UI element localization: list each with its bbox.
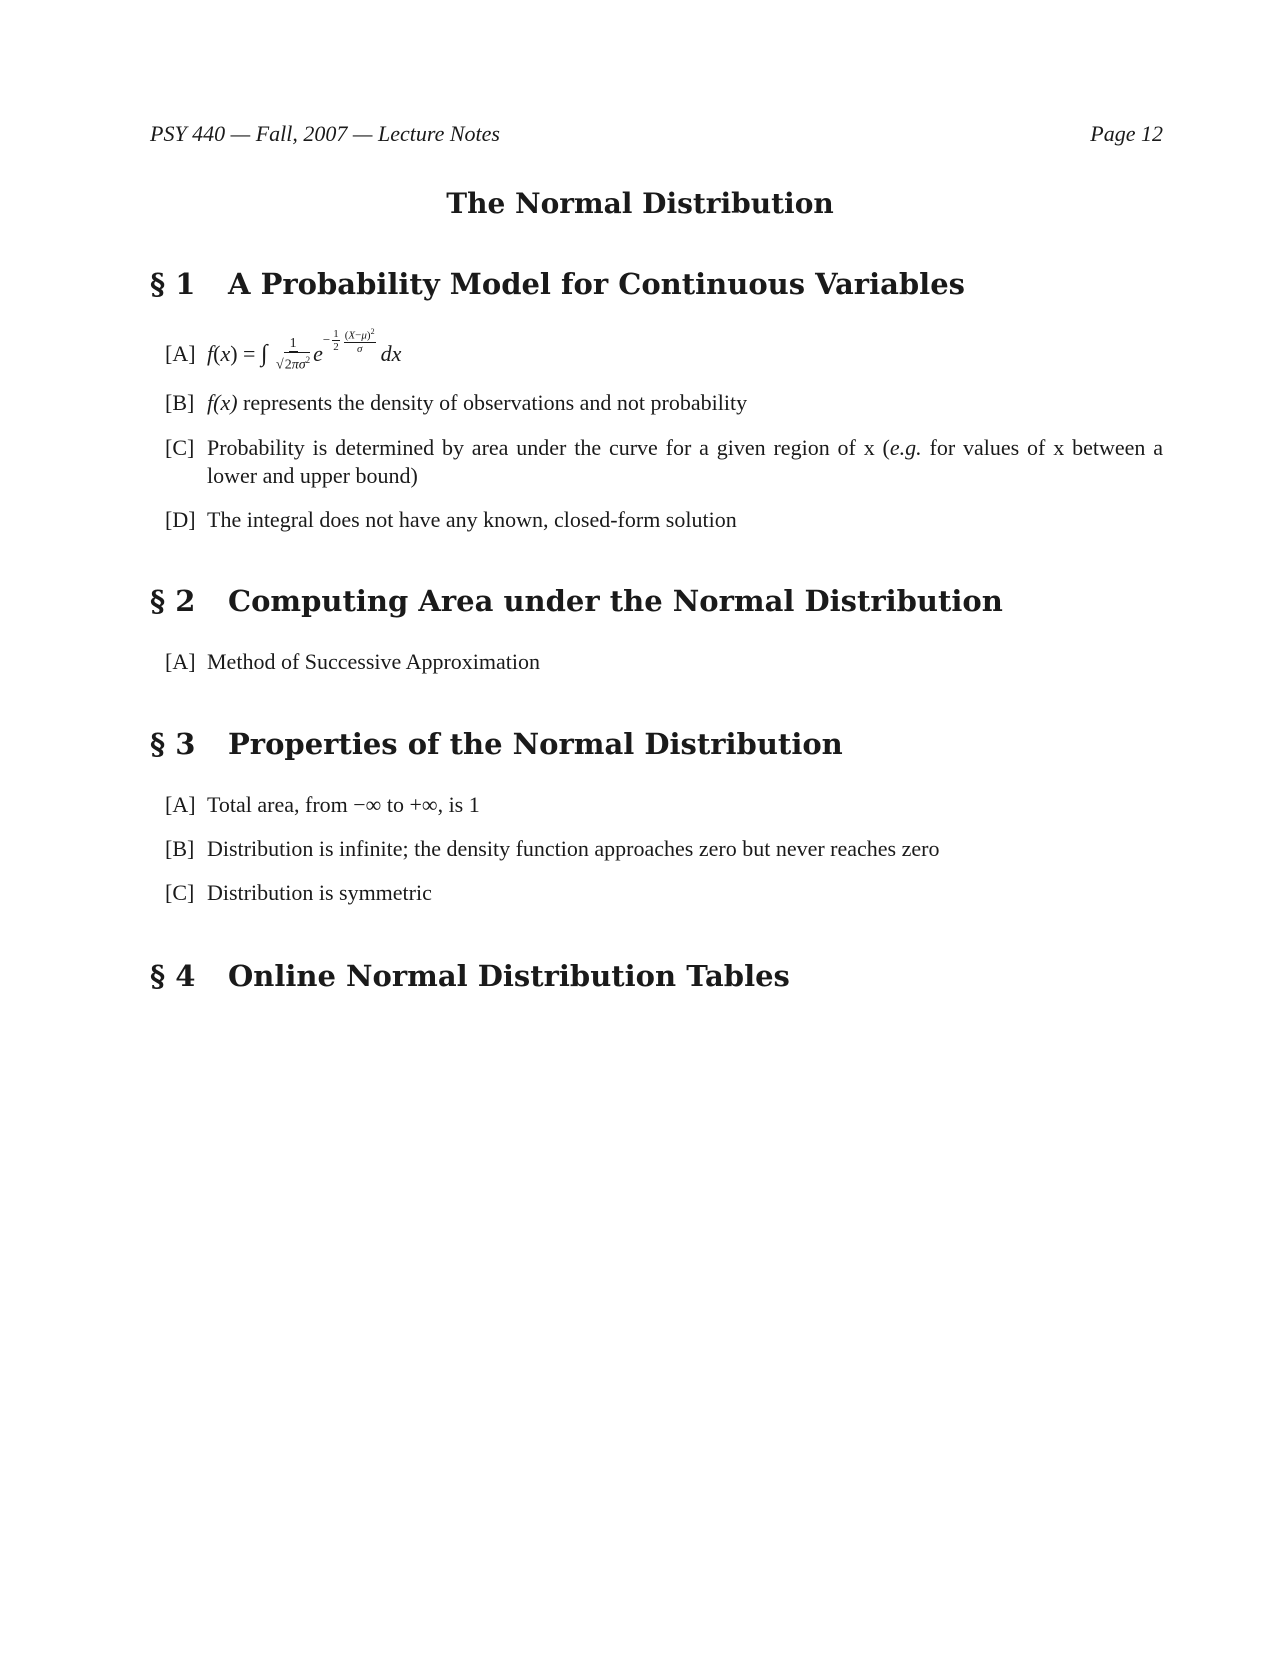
header-course: PSY 440 — Fall, 2007 — Lecture Notes — [150, 121, 500, 146]
list-item — [165, 835, 1163, 863]
item-text: Method of Successive Approximation — [207, 649, 541, 674]
list-item — [165, 648, 1163, 676]
normal-density-formula: f ( x ) = ∫ $\frac{1}{√2\pi\sigma^2}$ e − $\frac{1}{2}$ $\frac{(X-\mu)^2}{\sigma}$ dx — [207, 327, 402, 373]
list-item — [165, 879, 1163, 907]
item-label: [C] — [165, 435, 195, 460]
item-label: [D] — [165, 507, 196, 532]
item-label: [C] — [165, 880, 195, 905]
section-title: Properties of the Normal Distribution — [228, 727, 843, 761]
item-label: [A] — [165, 341, 196, 366]
item-text: represents the density of observations and not probability — [237, 390, 748, 415]
header-page-number: Page 12 — [1090, 121, 1163, 146]
section-number: § 1 — [150, 267, 196, 301]
section-heading — [150, 583, 1003, 619]
section-number: § 3 — [150, 727, 196, 761]
item-math: f(x) — [207, 390, 238, 415]
section-title: Online Normal Distribution Tables — [228, 959, 790, 993]
section-heading — [150, 958, 790, 994]
item-text: Distribution is symmetric — [207, 880, 432, 905]
item-emphasis: e.g. — [889, 435, 922, 460]
item-text: Probability is determined by area under the curve for a given region of x ( — [207, 435, 890, 460]
item-label: [B] — [165, 836, 195, 861]
item-text: Total area, from −∞ to +∞, is 1 — [207, 792, 480, 817]
page-title: The Normal Distribution — [446, 187, 834, 220]
section-heading — [150, 726, 843, 762]
item-text: The integral does not have any known, closed-form solution — [207, 507, 737, 532]
list-item — [165, 327, 1163, 377]
item-label: [A] — [165, 792, 196, 817]
list-item — [165, 506, 1163, 534]
section-number: § 4 — [150, 959, 196, 993]
section-title: A Probability Model for Continuous Variables — [228, 267, 965, 301]
item-text: Distribution is infinite; the density function approaches zero but never reaches zero — [207, 836, 940, 861]
section-title: Computing Area under the Normal Distribution — [228, 584, 1003, 618]
list-item — [165, 791, 1163, 819]
list-item — [165, 389, 1163, 417]
item-text: for values of x between a lower and upper bound) — [207, 435, 1163, 488]
item-label: [A] — [165, 649, 196, 674]
list-item — [165, 434, 1163, 490]
item-label: [B] — [165, 390, 195, 415]
section-heading — [150, 266, 965, 302]
running-header — [150, 120, 1163, 148]
section-number: § 2 — [150, 584, 196, 618]
